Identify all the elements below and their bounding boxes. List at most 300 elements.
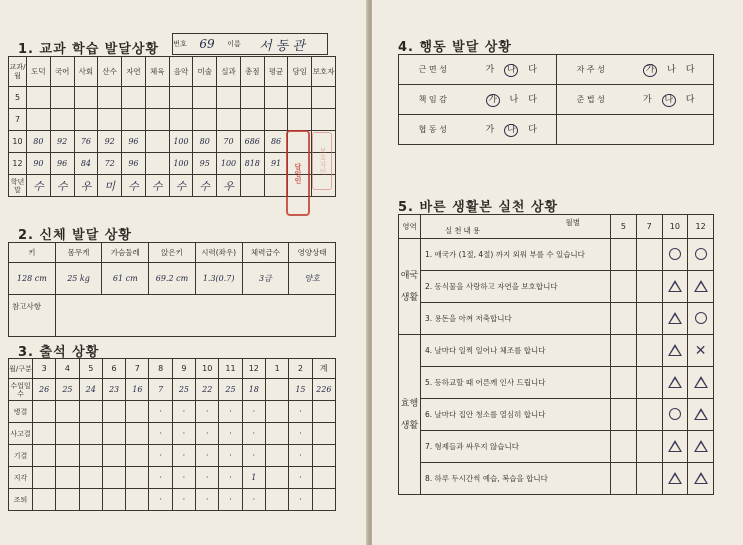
grade-cell <box>98 109 122 131</box>
student-info-box <box>172 33 328 55</box>
triangle-mark-icon <box>694 472 708 484</box>
attendance-cell: · <box>196 401 219 423</box>
grade-cell: 95 <box>193 153 217 175</box>
month-label: 5 <box>9 87 27 109</box>
behavior-row <box>399 85 714 115</box>
behavior-options <box>467 85 557 115</box>
practice-mark-cell <box>611 271 637 303</box>
physical-header: 가슴둘레 <box>102 243 149 263</box>
attendance-label: 수업일수 <box>9 379 33 401</box>
practice-mark-cell <box>662 431 688 463</box>
practice-item: 5. 등하교할 때 어른께 인사 드립니다 <box>421 367 611 399</box>
attendance-cell <box>56 445 79 467</box>
practice-item: 8. 하루 두시간씩 예습, 복습을 합니다 <box>421 463 611 495</box>
triangle-mark-icon <box>668 280 682 292</box>
practice-mark-cell <box>662 271 688 303</box>
subject-header: 산수 <box>98 57 122 87</box>
practice-header-row <box>399 215 714 239</box>
attendance-cell <box>102 401 125 423</box>
triangle-mark-icon <box>694 440 708 452</box>
attendance-cell <box>102 489 125 511</box>
grade-cell: 80 <box>27 131 51 153</box>
behavior-row <box>399 55 714 85</box>
attendance-cell <box>312 489 335 511</box>
record-cell: 수 <box>169 175 193 197</box>
practice-mark-cell <box>611 463 637 495</box>
grade-cell: 818 <box>240 153 264 175</box>
attendance-cell: · <box>219 445 242 467</box>
attendance-cell: · <box>172 423 195 445</box>
section4-title: 4. 행동 발달 상황 <box>398 40 512 55</box>
month-header: 7 <box>126 359 149 379</box>
attendance-cell <box>126 445 149 467</box>
practice-table <box>398 214 714 495</box>
physical-value: 25 kg <box>55 263 102 295</box>
attendance-cell: · <box>289 489 312 511</box>
attendance-row <box>9 401 336 423</box>
physical-header: 영양상태 <box>289 243 336 263</box>
record-cell: 우 <box>74 175 98 197</box>
attendance-cell: · <box>242 445 265 467</box>
subject-header: 미술 <box>193 57 217 87</box>
attendance-cell: 18 <box>242 379 265 401</box>
grade-cell <box>264 87 288 109</box>
grade-cell: 76 <box>74 131 98 153</box>
corner-label: 교과/월 <box>9 57 27 87</box>
subject-header: 음악 <box>169 57 193 87</box>
record-cell: 수 <box>50 175 74 197</box>
attendance-row <box>9 423 336 445</box>
behavior-option: 다 <box>685 95 695 105</box>
grade-cell <box>240 109 264 131</box>
circle-mark-icon <box>695 248 707 260</box>
cross-mark-icon: ✕ <box>694 342 707 359</box>
attendance-cell <box>126 423 149 445</box>
practice-mark-cell <box>662 239 688 271</box>
grade-cell: 86 <box>264 131 288 153</box>
practice-mark-cell <box>611 303 637 335</box>
practice-mark-cell <box>662 303 688 335</box>
month-label: 12 <box>9 153 27 175</box>
attendance-cell: 24 <box>79 379 102 401</box>
practice-mark-cell <box>611 367 637 399</box>
behavior-options <box>625 115 714 145</box>
physical-header-row <box>9 243 336 263</box>
remark-row <box>9 295 336 337</box>
attendance-cell: · <box>196 445 219 467</box>
attendance-cell: · <box>289 467 312 489</box>
attendance-cell <box>79 445 102 467</box>
attendance-cell: 7 <box>149 379 172 401</box>
grade-cell <box>217 109 241 131</box>
month-header: 10 <box>662 215 688 239</box>
physical-value: 1.3(0.7) <box>195 263 242 295</box>
attendance-cell <box>33 423 56 445</box>
attendance-cell: 26 <box>33 379 56 401</box>
behavior-row <box>399 115 714 145</box>
attendance-cell <box>265 489 288 511</box>
header-diagonal-cell <box>421 215 611 239</box>
attendance-cell: 15 <box>289 379 312 401</box>
practice-mark-cell <box>611 399 637 431</box>
attendance-cell: · <box>149 467 172 489</box>
practice-mark-cell <box>636 431 662 463</box>
attendance-cell: · <box>196 467 219 489</box>
right-page <box>372 0 743 545</box>
practice-mark-cell <box>611 431 637 463</box>
subject-header: 실과 <box>217 57 241 87</box>
attendance-cell: · <box>172 401 195 423</box>
attendance-cell: 25 <box>219 379 242 401</box>
month-label: 월별 <box>565 218 580 227</box>
attendance-cell: · <box>196 489 219 511</box>
attendance-cell <box>79 401 102 423</box>
grade-cell: 84 <box>74 153 98 175</box>
grade-cell <box>145 109 169 131</box>
month-header: 12 <box>688 215 714 239</box>
practice-mark-cell <box>636 239 662 271</box>
attendance-cell: · <box>289 401 312 423</box>
attendance-cell: · <box>219 467 242 489</box>
behavior-option: 나 <box>509 95 519 105</box>
grade-row <box>9 87 336 109</box>
grade-cell: 100 <box>169 153 193 175</box>
attendance-cell: · <box>172 489 195 511</box>
attendance-cell <box>265 423 288 445</box>
practice-mark-cell <box>636 335 662 367</box>
behavior-label <box>557 115 625 145</box>
month-header: 5 <box>611 215 637 239</box>
subject-header-row <box>9 57 336 87</box>
record-label: 학년말 <box>9 175 27 197</box>
month-header: 7 <box>636 215 662 239</box>
left-page <box>0 0 368 545</box>
content-label: 실천내용 <box>445 226 482 235</box>
practice-mark-cell <box>688 303 714 335</box>
attendance-cell: · <box>196 423 219 445</box>
physical-header: 앉은키 <box>149 243 196 263</box>
grade-cell <box>122 109 146 131</box>
practice-row <box>399 431 714 463</box>
physical-header: 키 <box>9 243 56 263</box>
grade-cell: 96 <box>50 153 74 175</box>
month-label: 10 <box>9 131 27 153</box>
grade-cell <box>169 87 193 109</box>
physical-value: 양호 <box>289 263 336 295</box>
remark-label: 참고사항 <box>9 295 56 337</box>
record-cell: 수 <box>145 175 169 197</box>
area-name: 효행생활 <box>399 335 421 495</box>
behavior-option: 가 <box>485 65 495 75</box>
corner-label: 월/구분 <box>9 359 33 379</box>
name-label: 이름 <box>227 40 241 48</box>
attendance-cell: · <box>242 401 265 423</box>
attendance-cell: · <box>149 489 172 511</box>
triangle-mark-icon <box>694 376 708 388</box>
behavior-option: 나 <box>662 94 676 107</box>
attendance-cell: · <box>172 445 195 467</box>
month-label: 7 <box>9 109 27 131</box>
attendance-header-row <box>9 359 336 379</box>
grade-cell <box>50 109 74 131</box>
behavior-options <box>625 55 714 85</box>
practice-mark-cell <box>688 335 714 367</box>
month-header: 10 <box>196 359 219 379</box>
section1-title: 1. 교과 학습 발달상황 <box>18 42 160 57</box>
practice-mark-cell <box>636 399 662 431</box>
physical-value: 128 cm <box>9 263 56 295</box>
behavior-label: 근 면 성 <box>399 55 467 85</box>
practice-item: 2. 동식물을 사랑하고 자연을 보호합니다 <box>421 271 611 303</box>
grade-cell <box>193 87 217 109</box>
triangle-mark-icon <box>668 344 682 356</box>
triangle-mark-icon <box>668 440 682 452</box>
practice-row <box>399 367 714 399</box>
attendance-cell: · <box>219 489 242 511</box>
attendance-cell <box>312 445 335 467</box>
subject-header: 평균 <box>264 57 288 87</box>
grade-cell: 70 <box>217 131 241 153</box>
behavior-label: 준 법 성 <box>557 85 625 115</box>
attendance-cell <box>265 379 288 401</box>
attendance-cell: · <box>172 467 195 489</box>
attendance-cell: · <box>149 423 172 445</box>
grade-cell <box>145 87 169 109</box>
practice-mark-cell <box>688 399 714 431</box>
grade-cell <box>312 87 336 109</box>
subject-header: 국어 <box>50 57 74 87</box>
month-header: 12 <box>242 359 265 379</box>
student-name: 서동관 <box>259 38 309 54</box>
attendance-cell <box>33 467 56 489</box>
section2-title: 2. 신체 발달 상황 <box>18 228 132 243</box>
practice-item: 1. 애국가 (1절, 4절) 까지 외워 부를 수 있습니다 <box>421 239 611 271</box>
grade-cell: 100 <box>169 131 193 153</box>
subject-header: 총점 <box>240 57 264 87</box>
triangle-mark-icon <box>668 376 682 388</box>
practice-row <box>399 399 714 431</box>
attendance-cell <box>79 423 102 445</box>
grade-cell <box>145 131 169 153</box>
attendance-cell <box>79 489 102 511</box>
attendance-cell: · <box>289 445 312 467</box>
subject-header: 담임 <box>288 57 312 87</box>
attendance-cell <box>33 401 56 423</box>
record-cell <box>240 175 264 197</box>
attendance-cell <box>79 467 102 489</box>
grade-cell <box>122 87 146 109</box>
remark-value <box>55 295 335 337</box>
circle-mark-icon <box>669 408 681 420</box>
grade-cell <box>312 109 336 131</box>
subject-header: 체육 <box>145 57 169 87</box>
attendance-label: 지각 <box>9 467 33 489</box>
attendance-cell: 226 <box>312 379 335 401</box>
behavior-options <box>467 55 557 85</box>
behavior-option: 나 <box>667 65 676 75</box>
attendance-cell <box>265 445 288 467</box>
practice-row <box>399 303 714 335</box>
practice-mark-cell <box>662 335 688 367</box>
grade-cell: 92 <box>50 131 74 153</box>
attendance-label: 기결 <box>9 445 33 467</box>
practice-mark-cell <box>688 431 714 463</box>
behavior-options <box>625 85 714 115</box>
practice-mark-cell <box>611 239 637 271</box>
attendance-cell <box>312 467 335 489</box>
grade-cell: 72 <box>98 153 122 175</box>
physical-header: 시력(좌우) <box>195 243 242 263</box>
practice-item: 6. 날마다 집안 청소를 열심히 합니다 <box>421 399 611 431</box>
grade-row <box>9 109 336 131</box>
attendance-cell <box>56 489 79 511</box>
grade-cell <box>145 153 169 175</box>
attendance-cell <box>126 467 149 489</box>
grade-cell <box>240 87 264 109</box>
attendance-cell <box>33 489 56 511</box>
attendance-cell <box>56 423 79 445</box>
grade-cell <box>288 109 312 131</box>
attendance-cell: 23 <box>102 379 125 401</box>
grade-cell <box>193 109 217 131</box>
triangle-mark-icon <box>668 472 682 484</box>
attendance-cell <box>265 401 288 423</box>
attendance-cell: · <box>149 445 172 467</box>
month-header: 4 <box>56 359 79 379</box>
practice-mark-cell <box>688 367 714 399</box>
section5-title: 5. 바른 생활본 실천 상황 <box>398 200 559 215</box>
practice-mark-cell <box>662 463 688 495</box>
practice-item: 7. 형제들과 싸우지 않습니다 <box>421 431 611 463</box>
practice-row <box>399 271 714 303</box>
grade-cell: 80 <box>193 131 217 153</box>
month-header: 1 <box>265 359 288 379</box>
subject-header: 도덕 <box>27 57 51 87</box>
teacher-stamp: 담임인 <box>286 130 310 216</box>
student-no: 69 <box>199 37 215 51</box>
practice-row <box>399 239 714 271</box>
triangle-mark-icon <box>694 408 708 420</box>
attendance-cell <box>126 489 149 511</box>
record-cell: 수 <box>27 175 51 197</box>
attendance-cell: · <box>149 401 172 423</box>
grade-cell: 91 <box>264 153 288 175</box>
behavior-option: 가 <box>643 95 652 105</box>
student-no-label: 번호 <box>173 40 187 48</box>
grade-cell <box>169 109 193 131</box>
grade-cell <box>50 87 74 109</box>
attendance-cell: 16 <box>126 379 149 401</box>
attendance-cell <box>312 423 335 445</box>
practice-mark-cell <box>688 239 714 271</box>
month-header: 3 <box>33 359 56 379</box>
attendance-cell <box>56 401 79 423</box>
attendance-cell: · <box>219 401 242 423</box>
record-cell: 수 <box>122 175 146 197</box>
month-header: 9 <box>172 359 195 379</box>
month-header: 계 <box>312 359 335 379</box>
attendance-cell: 1 <box>242 467 265 489</box>
record-cell <box>264 175 288 197</box>
subject-header: 자연 <box>122 57 146 87</box>
attendance-table <box>8 358 336 511</box>
attendance-row <box>9 467 336 489</box>
grade-cell <box>74 109 98 131</box>
physical-value: 3급 <box>242 263 289 295</box>
practice-mark-cell <box>688 463 714 495</box>
behavior-label: 자 주 성 <box>557 55 625 85</box>
behavior-option: 나 <box>504 64 518 77</box>
grade-cell <box>27 87 51 109</box>
attendance-cell <box>312 401 335 423</box>
grade-cell: 100 <box>217 153 241 175</box>
month-header: 2 <box>289 359 312 379</box>
behavior-option: 가 <box>643 64 657 77</box>
record-cell: 미 <box>98 175 122 197</box>
practice-mark-cell <box>636 367 662 399</box>
attendance-cell: 25 <box>172 379 195 401</box>
subject-header: 사회 <box>74 57 98 87</box>
practice-row <box>399 463 714 495</box>
grade-cell: 92 <box>98 131 122 153</box>
behavior-option: 다 <box>528 95 537 105</box>
circle-mark-icon <box>695 312 707 324</box>
practice-row <box>399 335 714 367</box>
record-cell: 수 <box>193 175 217 197</box>
behavior-label: 책 임 감 <box>399 85 467 115</box>
attendance-cell <box>102 467 125 489</box>
area-name: 애국생활 <box>399 239 421 335</box>
month-header: 8 <box>149 359 172 379</box>
behavior-option: 다 <box>528 125 537 135</box>
behavior-table <box>398 54 714 145</box>
grade-cell <box>217 87 241 109</box>
attendance-label: 조퇴 <box>9 489 33 511</box>
month-header: 6 <box>102 359 125 379</box>
physical-value-row <box>9 263 336 295</box>
attendance-cell <box>56 467 79 489</box>
practice-mark-cell <box>636 303 662 335</box>
attendance-cell: · <box>289 423 312 445</box>
record-cell: 우 <box>217 175 241 197</box>
practice-mark-cell <box>662 367 688 399</box>
attendance-cell <box>33 445 56 467</box>
behavior-option: 나 <box>504 124 518 137</box>
attendance-cell: 22 <box>196 379 219 401</box>
grade-cell: 96 <box>122 131 146 153</box>
physical-header: 체력급수 <box>242 243 289 263</box>
area-label: 영역 <box>399 215 421 239</box>
grade-cell <box>27 109 51 131</box>
grade-cell <box>288 87 312 109</box>
attendance-row <box>9 489 336 511</box>
behavior-option: 가 <box>485 125 495 135</box>
attendance-label: 사고결 <box>9 423 33 445</box>
guardian-stamp: 보호자인 <box>312 132 332 190</box>
attendance-cell <box>265 467 288 489</box>
attendance-cell <box>102 445 125 467</box>
behavior-options <box>467 115 557 145</box>
practice-mark-cell <box>662 399 688 431</box>
section3-title: 3. 출석 상황 <box>18 345 100 360</box>
attendance-row <box>9 379 336 401</box>
attendance-cell: · <box>219 423 242 445</box>
physical-value: 61 cm <box>102 263 149 295</box>
attendance-cell: 25 <box>56 379 79 401</box>
practice-mark-cell <box>636 271 662 303</box>
triangle-mark-icon <box>668 312 682 324</box>
attendance-cell <box>126 401 149 423</box>
